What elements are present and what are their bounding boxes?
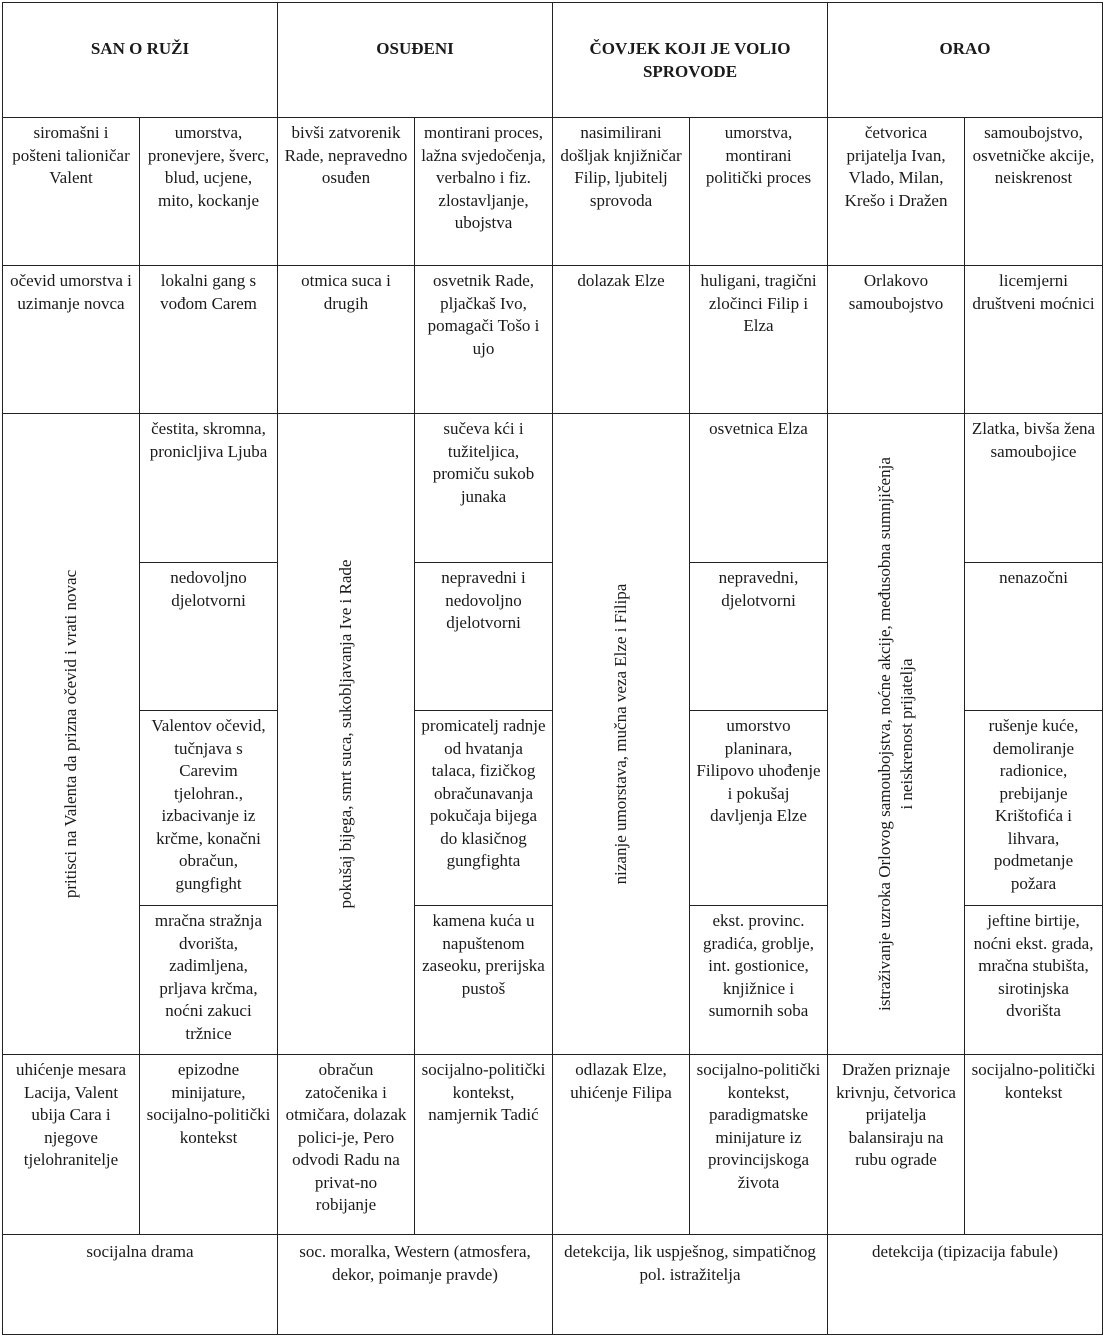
cell: kamena kuća u napuštenom zaseoku, prerijska pustoš — [415, 906, 553, 1055]
cell: uhićenje mesara Lacija, Valent ubija Cara i njegove tjelohranitelje — [3, 1055, 140, 1235]
cell: socijalno-politički kontekst, paradigmatske minijature iz provincijskoga života — [690, 1055, 828, 1235]
cell: montirani proces, lažna svjedočenja, verbalno i fiz. zlostavljanje, ubojstva — [415, 118, 553, 266]
row-genre — [3, 1235, 1103, 1335]
cell: lokalni gang s vođom Carem — [140, 266, 278, 414]
cell: umorstva, pronevjere, šverc, blud, ucjene, mito, kockanje — [140, 118, 278, 266]
header-covjek-koji-je-volio-sprovode: ČOVJEK KOJI JE VOLIO SPROVODE — [553, 3, 828, 118]
row-a — [3, 414, 1103, 563]
cell: mračna stražnja dvorišta, zadimljena, prljava krčma, noćni zakuci tržnice — [140, 906, 278, 1055]
cell: odlazak Elze, uhićenje Filipa — [553, 1055, 690, 1235]
vertical-cell-3 — [553, 414, 690, 1055]
analysis-table — [2, 2, 1103, 1335]
cell: nepravedni i nedovoljno djelotvorni — [415, 563, 553, 711]
cell: otmica suca i drugih — [278, 266, 415, 414]
header-row — [3, 3, 1103, 118]
cell: jeftine birtije, noćni ekst. grada, mračna stubišta, sirotinjska dvorišta — [965, 906, 1103, 1055]
row-events — [3, 266, 1103, 414]
cell: umorstvo planinara, Filipovo uhođenje i pokušaj davljenja Elze — [690, 711, 828, 906]
genre-cell: detekcija (tipizacija fabule) — [828, 1235, 1103, 1335]
cell: osvetnica Elza — [690, 414, 828, 563]
cell: nedovoljno djelotvorni — [140, 563, 278, 711]
cell: dolazak Elze — [553, 266, 690, 414]
cell: obračun zatočenika i otmičara, dolazak polici-je, Pero odvodi Radu na privat-no robijanje — [278, 1055, 415, 1235]
cell: nenazočni — [965, 563, 1103, 711]
vertical-cell-4 — [828, 414, 965, 1055]
cell: huligani, tragični zločinci Filip i Elza — [690, 266, 828, 414]
cell: umorstva, montirani politički proces — [690, 118, 828, 266]
vertical-text: pritisci na Valenta da prizna očevid i vrati novac — [61, 569, 80, 899]
row-characters — [3, 118, 1103, 266]
cell: bivši zatvorenik Rade, nepravedno osuđen — [278, 118, 415, 266]
cell: socijalno-politički kontekst — [965, 1055, 1103, 1235]
vertical-text: pokušaj bijega, smrt suca, sukobljavanja Ive i Rade — [336, 559, 355, 909]
cell: nasimilirani došljak knjižničar Filip, ljubitelj sprovoda — [553, 118, 690, 266]
vertical-cell-2 — [278, 414, 415, 1055]
genre-cell: soc. moralka, Western (atmosfera, dekor, poimanje pravde) — [278, 1235, 553, 1335]
cell: četvorica prijatelja Ivan, Vlado, Milan, Krešo i Dražen — [828, 118, 965, 266]
header-orao: ORAO — [828, 3, 1103, 118]
cell: ekst. provinc. gradića, groblje, int. gostionice, knjižnice i sumornih soba — [690, 906, 828, 1055]
cell: čestita, skromna, pronicljiva Ljuba — [140, 414, 278, 563]
cell: Dražen priznaje krivnju, četvorica prijatelja balansiraju na rubu ograde — [828, 1055, 965, 1235]
cell: Zlatka, bivša žena samoubojice — [965, 414, 1103, 563]
genre-cell: socijalna drama — [3, 1235, 278, 1335]
cell: Valentov očevid, tučnjava s Carevim tjelohran., izbacivanje iz krčme, konačni obračun, gungfight — [140, 711, 278, 906]
row-end — [3, 1055, 1103, 1235]
cell: rušenje kuće, demoliranje radionice, prebijanje Krištofića i lihvara, podmetanje požara — [965, 711, 1103, 906]
cell: Orlakovo samoubojstvo — [828, 266, 965, 414]
header-san-o-ruzi: SAN O RUŽI — [3, 3, 278, 118]
genre-cell: detekcija, lik uspješnog, simpatičnog pol. istražitelja — [553, 1235, 828, 1335]
vertical-cell-1 — [3, 414, 140, 1055]
cell: socijalno-politički kontekst, namjernik Tadić — [415, 1055, 553, 1235]
header-osudeni: OSUĐENI — [278, 3, 553, 118]
cell: siromašni i pošteni talioničar Valent — [3, 118, 140, 266]
cell: samoubojstvo, osvetničke akcije, neiskrenost — [965, 118, 1103, 266]
cell: nepravedni, djelotvorni — [690, 563, 828, 711]
cell: očevid umorstva i uzimanje novca — [3, 266, 140, 414]
cell: promicatelj radnje od hvatanja talaca, fizičkog obračunavanja pokučaja bijega do klasičnog gungfighta — [415, 711, 553, 906]
cell: epizodne minijature, socijalno-politički kontekst — [140, 1055, 278, 1235]
cell: osvetnik Rade, pljačkaš Ivo, pomagači Tošo i ujo — [415, 266, 553, 414]
vertical-text: istraživanje uzroka Orlovog samoubojstva, noćne akcije, međusobna sumnjičenja i neiskrenost prijatelja — [875, 457, 917, 1011]
vertical-text: nizanje umorstava, mučna veza Elze i Filipa — [611, 583, 630, 885]
cell: sučeva kći i tužiteljica, promiču sukob junaka — [415, 414, 553, 563]
cell: licemjerni društveni moćnici — [965, 266, 1103, 414]
